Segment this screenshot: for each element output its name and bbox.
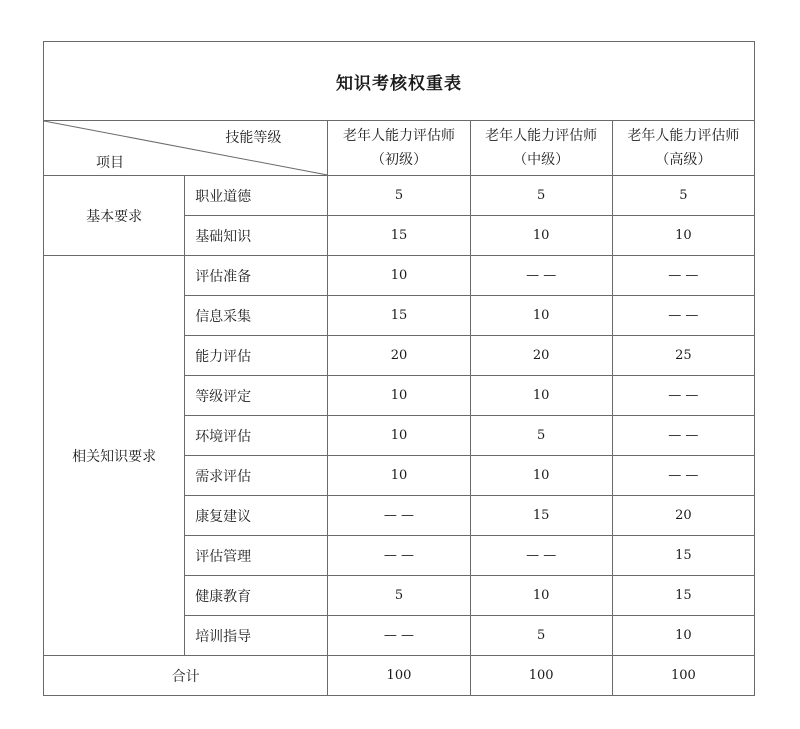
level-title: 老年人能力评估师 — [342, 128, 455, 144]
item-label: 健康教育 — [185, 576, 328, 616]
weight-value: 15 — [470, 496, 612, 536]
group-label: 基本要求 — [44, 176, 185, 256]
weight-value: 10 — [328, 456, 470, 496]
weight-value: 15 — [612, 576, 754, 616]
weight-value: — — — [470, 536, 612, 576]
header-corner-cell — [44, 121, 328, 176]
total-value-junior: 100 — [328, 656, 470, 696]
item-label: 评估准备 — [185, 256, 328, 296]
item-label: 职业道德 — [185, 176, 328, 216]
weight-value: 20 — [328, 336, 470, 376]
weight-value: 10 — [328, 256, 470, 296]
weight-value: — — — [328, 616, 470, 656]
weight-value: 10 — [470, 456, 612, 496]
level-title: 老年人能力评估师 — [485, 128, 598, 144]
item-label: 信息采集 — [185, 296, 328, 336]
item-label: 培训指导 — [185, 616, 328, 656]
level-header-senior — [612, 121, 754, 176]
weight-value: — — — [328, 496, 470, 536]
weight-value: 10 — [470, 576, 612, 616]
weight-value: 5 — [328, 576, 470, 616]
weight-value: 5 — [328, 176, 470, 216]
weight-value: 15 — [612, 536, 754, 576]
weight-value: 25 — [612, 336, 754, 376]
weight-value: — — — [612, 456, 754, 496]
diagonal-divider — [44, 121, 327, 175]
item-label: 等级评定 — [185, 376, 328, 416]
item-label: 需求评估 — [185, 456, 328, 496]
skill-level-label: 技能等级 — [225, 130, 282, 146]
total-value-intermediate: 100 — [470, 656, 612, 696]
level-title: 老年人能力评估师 — [627, 128, 740, 144]
weight-value: 10 — [612, 616, 754, 656]
item-label: 基础知识 — [185, 216, 328, 256]
weight-value: — — — [470, 256, 612, 296]
level-grade: （高级） — [655, 152, 712, 168]
item-label: 环境评估 — [185, 416, 328, 456]
group-label: 相关知识要求 — [44, 256, 185, 656]
weight-value: 15 — [328, 296, 470, 336]
weight-value: — — — [328, 536, 470, 576]
level-header-intermediate — [470, 121, 612, 176]
weight-value: 5 — [612, 176, 754, 216]
level-grade: （初级） — [370, 152, 427, 168]
total-label: 合计 — [44, 656, 328, 696]
weight-value: 5 — [470, 416, 612, 456]
item-label: 康复建议 — [185, 496, 328, 536]
total-value-senior: 100 — [612, 656, 754, 696]
weight-value: — — — [612, 296, 754, 336]
level-grade: （中级） — [513, 152, 570, 168]
weight-value: 10 — [470, 216, 612, 256]
weight-value: 10 — [470, 376, 612, 416]
item-label: 能力评估 — [185, 336, 328, 376]
table-row — [44, 176, 755, 216]
item-label: 项目 — [96, 155, 124, 171]
table-title: 知识考核权重表 — [44, 42, 755, 121]
weight-value: 5 — [470, 176, 612, 216]
weight-value: 20 — [470, 336, 612, 376]
weight-value: 5 — [470, 616, 612, 656]
weight-value: 10 — [328, 416, 470, 456]
table-body — [44, 176, 755, 656]
item-label: 评估管理 — [185, 536, 328, 576]
weight-value: 10 — [612, 216, 754, 256]
weight-value: 20 — [612, 496, 754, 536]
weight-table — [43, 41, 755, 696]
weight-value: 15 — [328, 216, 470, 256]
weight-value: 10 — [470, 296, 612, 336]
weight-value: — — — [612, 376, 754, 416]
total-row — [44, 656, 755, 696]
weight-value: 10 — [328, 376, 470, 416]
level-header-junior — [328, 121, 470, 176]
table-row — [44, 256, 755, 296]
weight-value: — — — [612, 256, 754, 296]
weight-value: — — — [612, 416, 754, 456]
